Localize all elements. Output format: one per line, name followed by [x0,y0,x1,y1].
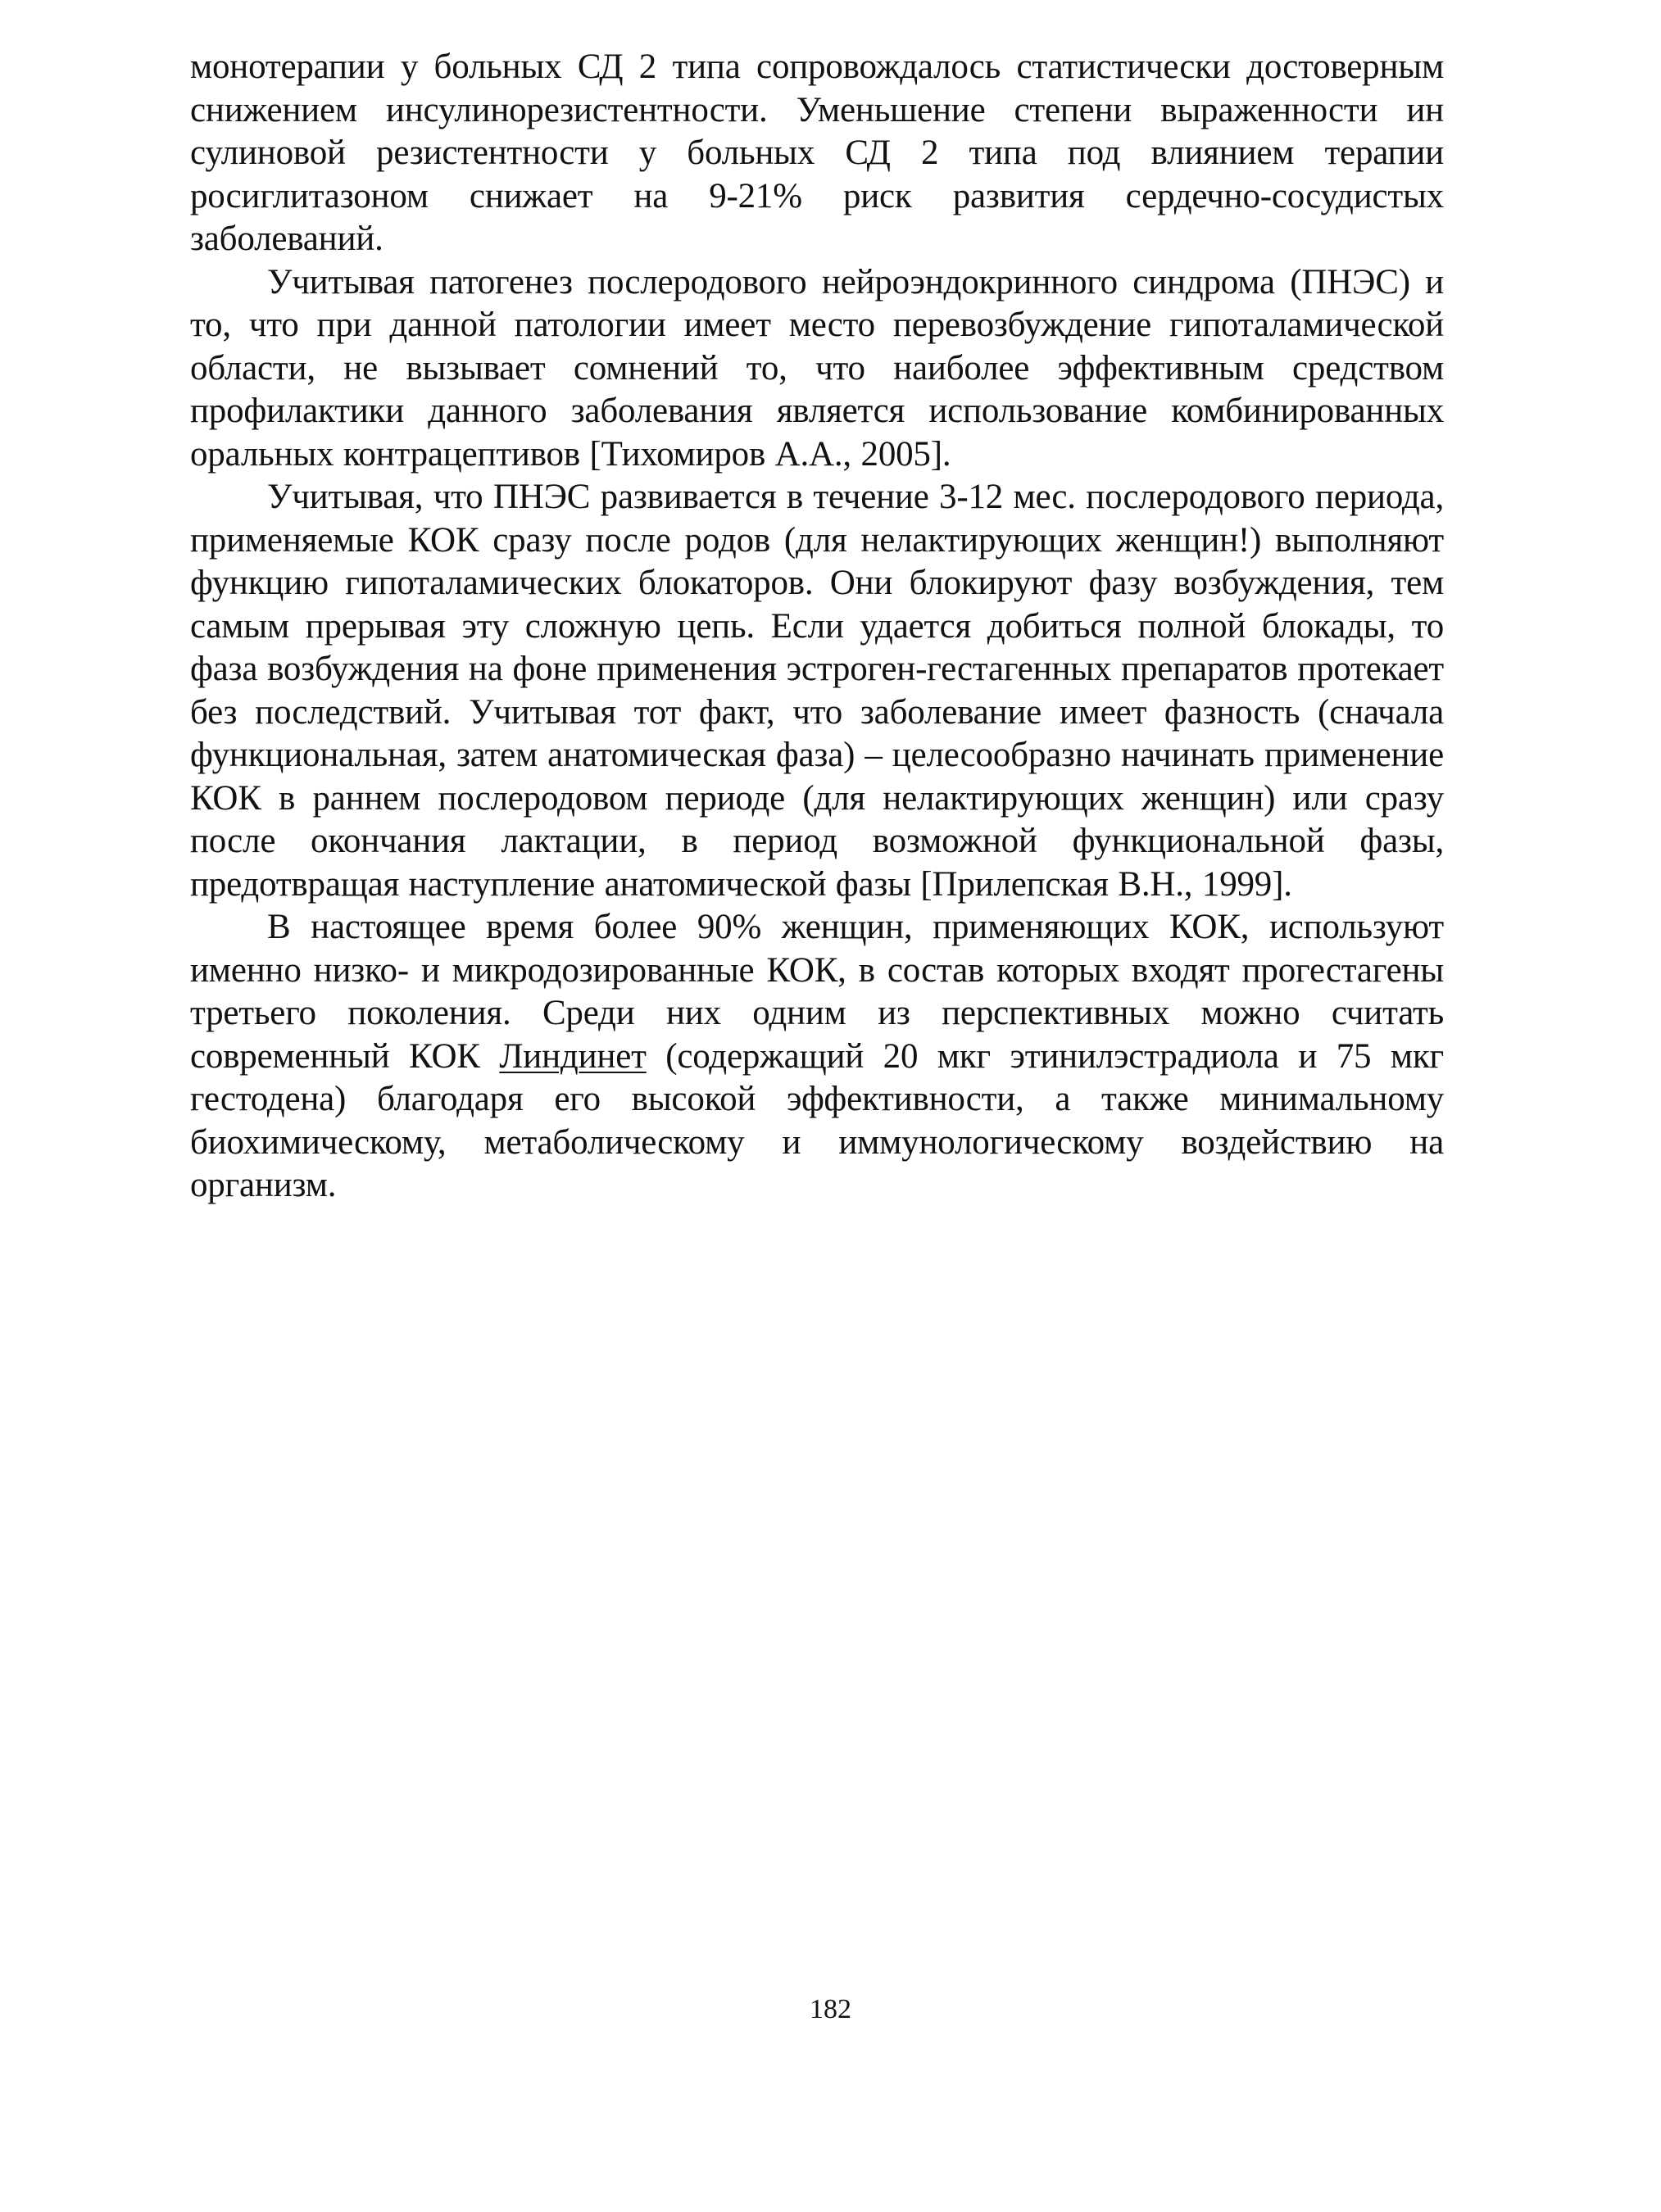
paragraph-4-text-end: (содержащий 20 мкг этинилэстрадиола и 75 мкг гестодена) благодаря его высокой эффективности, а также минимальному биохимическому, метаболическому и иммунологическому воздействию на организм. [190,1036,1444,1204]
paragraph-4-text-start: В настоящее время более 90% женщин, применяющих КОК, используют именно низко- и микродозированные КОК, в состав которых входят прогестагены третьего поколения. Среди них одним из перспективных можно считать современный КОК [190,908,1444,1076]
underlined-drug-name: Линдинет [499,1036,647,1076]
paragraph-1-text: монотерапии у больных СД 2 типа сопровождалось статистически достоверным снижением инсулинорезистентности. Уменьшение степени выраженности ин сулиновой резистентности у больных СД 2 типа под влиянием терапии росиглитазоном снижает на 9-21% риск развития сердечно-сосудистых заболеваний. [190,48,1444,258]
paragraph-3-text: Учитывая, что ПНЭС развивается в течение 3-12 мес. послеродового периода, применяемые КОК сразу после родов (для нелактирующих женщин!) выполняют функцию гипоталамических блокаторов. Они блокируют фазу возбуждения, тем самым прерывая эту сложную цепь. Если удается добиться полной блокады, то фаза возбуждения на фоне применения эстроген-гестагенных препаратов протекает без последствий. Учитывая тот факт, что заболевание имеет фазность (сначала функциональная, затем анатомическая фаза) – целесообразно начинать применение КОК в раннем послеродовом периоде (для нелактирующих женщин) или сразу после окончания лактации, в период возможной функциональной фазы, предотвращая наступление анатомической фазы [Прилепская В.Н., 1999]. [190,478,1444,904]
body-text [190,46,1444,1208]
paragraph-4 [190,906,1444,1208]
page-number: 182 [810,1994,851,2024]
paragraph-3 [190,476,1444,906]
paragraph-2 [190,261,1444,477]
paragraph-1 [190,46,1444,261]
paragraph-2-text: Учитывая патогенез послеродового нейроэндокринного синдрома (ПНЭС) и то, что при данной патологии имеет место перевозбуждение гипоталамической области, не вызывает сомнений то, что наиболее эффективным средством профилактики данного заболевания является использование комбинированных оральных контрацептивов [Тихомиров А.А., 2005]. [190,262,1444,474]
